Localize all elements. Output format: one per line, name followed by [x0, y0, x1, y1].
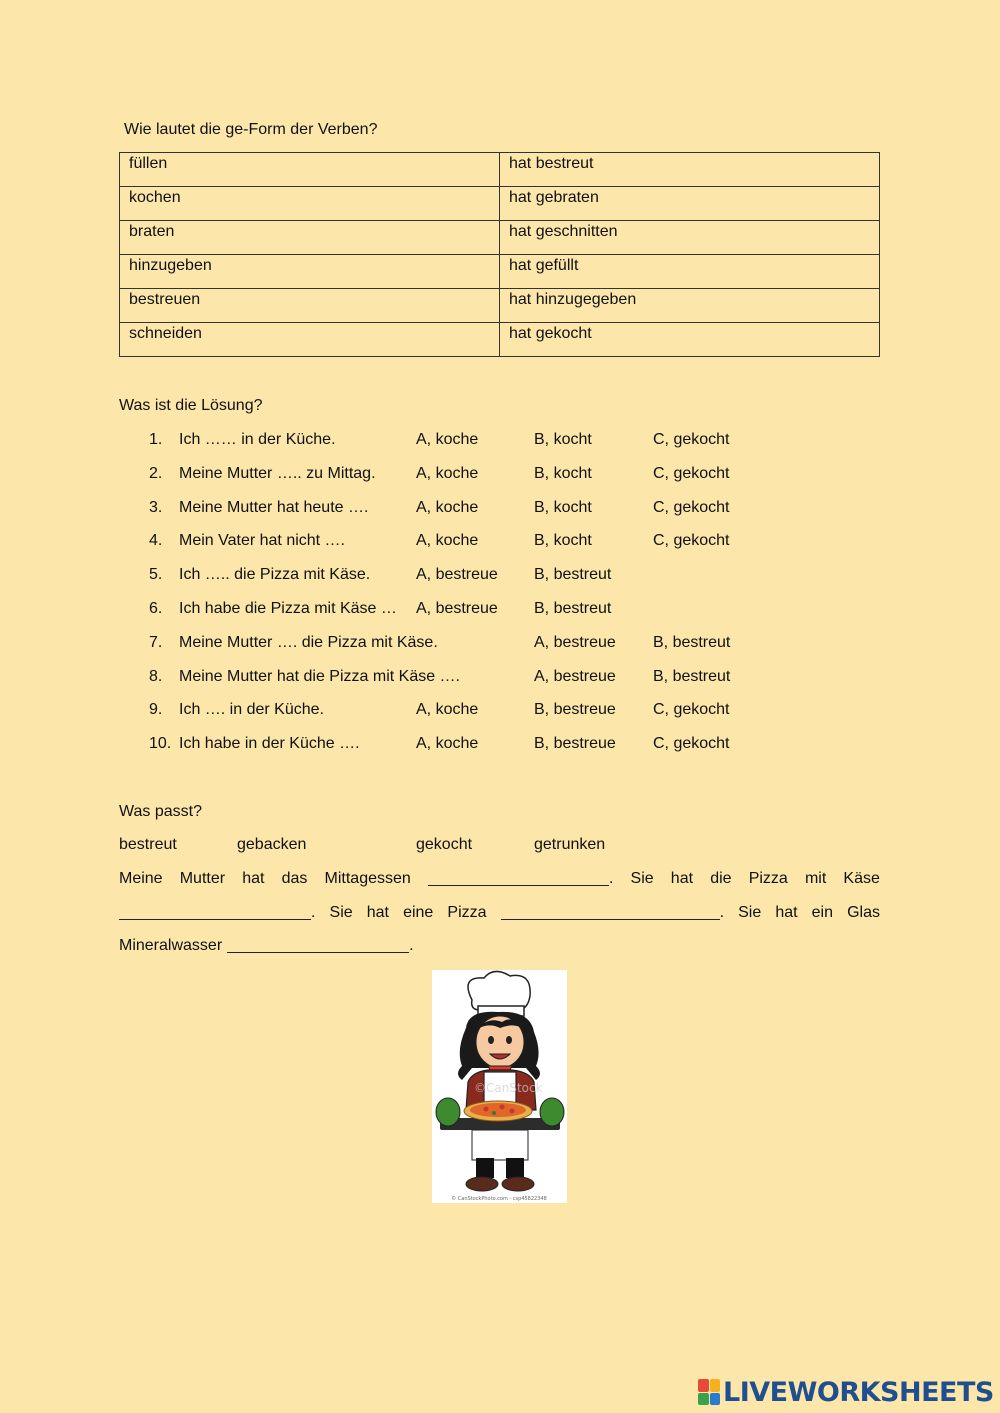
mc-item	[119, 463, 879, 497]
option[interactable]: C, gekocht	[653, 431, 730, 448]
item-number: 3.	[149, 498, 163, 516]
cloze-line-3	[119, 937, 880, 971]
item-question: Meine Mutter ….. zu Mittag.	[179, 464, 376, 482]
item-question: Ich habe in der Küche ….	[179, 735, 360, 753]
section1-title: Wie lautet die ge-Form der Verben?	[124, 121, 378, 138]
cloze-blank-1[interactable]	[428, 870, 613, 888]
verb-row	[120, 255, 880, 289]
cloze-punct: .	[719, 903, 725, 921]
item-question: Mein Vater hat nicht ….	[179, 532, 345, 550]
item-number: 2.	[149, 464, 163, 482]
verb-infinitive: kochen	[120, 187, 500, 221]
option[interactable]: C, gekocht	[653, 735, 730, 753]
item-number: 10.	[149, 735, 172, 753]
cloze-word: Mittagessen	[324, 870, 411, 887]
verb-participle[interactable]: hat hinzugegeben	[500, 289, 880, 323]
option[interactable]: B, bestreue	[534, 701, 616, 719]
verb-participle[interactable]: hat gekocht	[500, 323, 880, 357]
word-bank-item[interactable]: gebacken	[237, 836, 307, 853]
verb-participle[interactable]: hat gefüllt	[500, 255, 880, 289]
logo-text: LIVEWORKSHEETS	[723, 1376, 994, 1408]
cloze-word: Glas	[847, 903, 880, 921]
cloze-word: hat	[670, 870, 694, 887]
cloze-blank-2[interactable]	[119, 904, 315, 922]
mc-item	[119, 530, 879, 564]
cloze-word: Mutter	[179, 870, 226, 887]
word-bank-item[interactable]: getrunken	[534, 836, 606, 853]
cloze-punct: .	[311, 903, 316, 921]
mc-item	[119, 497, 879, 531]
verb-table	[119, 152, 880, 357]
item-question: Ich ….. die Pizza mit Käse.	[179, 566, 371, 584]
item-number: 9.	[149, 701, 163, 719]
section2-title: Was ist die Lösung?	[119, 397, 263, 414]
option[interactable]: B, kocht	[534, 498, 592, 516]
item-number: 6.	[149, 599, 163, 617]
cloze-word: die	[710, 870, 732, 887]
item-question: Ich …… in der Küche.	[179, 431, 336, 448]
mc-item	[119, 699, 879, 733]
option[interactable]: A, koche	[416, 701, 479, 719]
verb-row	[120, 153, 880, 187]
option[interactable]: B, bestreut	[653, 633, 731, 651]
image-watermark: © CanStockPhoto.com - csp45822348	[451, 1196, 547, 1202]
logo-icon	[698, 1379, 720, 1405]
option[interactable]: A, koche	[416, 735, 479, 753]
cloze-text	[119, 870, 880, 971]
cloze-word: das	[281, 870, 308, 887]
verb-infinitive: hinzugeben	[120, 255, 500, 289]
cloze-word: eine	[403, 903, 434, 921]
cloze-line-2	[119, 904, 880, 938]
liveworksheets-logo	[698, 1376, 994, 1408]
cloze-word: mit	[804, 870, 827, 887]
cloze-punct: .	[608, 870, 614, 887]
item-question: Meine Mutter hat die Pizza mit Käse ….	[179, 667, 460, 685]
option[interactable]: C, gekocht	[653, 532, 730, 550]
word-bank-item[interactable]: gekocht	[416, 836, 473, 853]
cloze-word: Sie	[329, 903, 353, 921]
verb-row	[120, 289, 880, 323]
mc-item	[119, 598, 879, 632]
option[interactable]: B, bestreut	[534, 566, 612, 584]
cloze-punct: .	[409, 937, 414, 954]
section3-title: Was passt?	[119, 803, 202, 820]
item-number: 7.	[149, 633, 163, 651]
cloze-word: hat	[775, 903, 798, 921]
option[interactable]: A, bestreue	[534, 633, 616, 651]
verb-row	[120, 187, 880, 221]
item-number: 5.	[149, 566, 163, 584]
option[interactable]: A, bestreue	[416, 566, 498, 584]
mc-item	[119, 666, 879, 700]
verb-row	[120, 323, 880, 357]
word-bank-item[interactable]: bestreut	[119, 836, 177, 853]
option[interactable]: B, bestreut	[534, 599, 612, 617]
cloze-blank-4[interactable]	[227, 937, 413, 955]
multiple-choice-list	[119, 429, 879, 767]
chef-illustration	[432, 970, 567, 1203]
verb-participle[interactable]: hat geschnitten	[500, 221, 880, 255]
cloze-word: Pizza	[748, 870, 788, 887]
option[interactable]: C, gekocht	[653, 498, 730, 516]
option[interactable]: B, bestreut	[653, 667, 731, 685]
verb-row	[120, 221, 880, 255]
item-number: 1.	[149, 431, 163, 448]
option[interactable]: A, koche	[416, 431, 479, 448]
option[interactable]: B, kocht	[534, 431, 592, 448]
option[interactable]: C, gekocht	[653, 701, 730, 719]
cloze-word: Mineralwasser	[119, 937, 223, 954]
option[interactable]: B, kocht	[534, 464, 592, 482]
verb-infinitive: bestreuen	[120, 289, 500, 323]
faint-watermark: ©CanStock	[474, 1081, 543, 1095]
option[interactable]: A, bestreue	[416, 599, 498, 617]
cloze-word: Käse	[843, 870, 880, 887]
mc-item	[119, 564, 879, 598]
verb-infinitive: füllen	[120, 153, 500, 187]
item-question: Meine Mutter hat heute ….	[179, 498, 369, 516]
option[interactable]: A, koche	[416, 464, 479, 482]
cloze-line-1	[119, 870, 880, 904]
option[interactable]: A, koche	[416, 532, 479, 550]
option[interactable]: B, bestreue	[534, 735, 616, 753]
mc-item	[119, 429, 879, 463]
mc-item	[119, 632, 879, 666]
cloze-word: Meine	[119, 870, 163, 887]
option[interactable]: C, gekocht	[653, 464, 730, 482]
verb-infinitive: braten	[120, 221, 500, 255]
cloze-word: hat	[242, 870, 265, 887]
word-bank	[119, 836, 719, 858]
item-question: Ich habe die Pizza mit Käse …	[179, 599, 397, 617]
verb-infinitive: schneiden	[120, 323, 500, 357]
cloze-word: Sie	[738, 903, 762, 921]
item-number: 4.	[149, 532, 163, 550]
option[interactable]: B, kocht	[534, 532, 592, 550]
item-question: Meine Mutter …. die Pizza mit Käse.	[179, 633, 438, 651]
verb-participle[interactable]: hat bestreut	[500, 153, 880, 187]
option[interactable]: A, bestreue	[534, 667, 616, 685]
verb-participle[interactable]: hat gebraten	[500, 187, 880, 221]
option[interactable]: A, koche	[416, 498, 479, 516]
cloze-word: hat	[366, 903, 389, 921]
item-number: 8.	[149, 667, 163, 685]
cloze-word: Sie	[630, 870, 654, 887]
item-question: Ich …. in der Küche.	[179, 701, 324, 719]
cloze-blank-3[interactable]	[501, 904, 724, 922]
cloze-word: ein	[811, 903, 834, 921]
cloze-word: Pizza	[447, 903, 487, 921]
mc-item	[119, 733, 879, 767]
